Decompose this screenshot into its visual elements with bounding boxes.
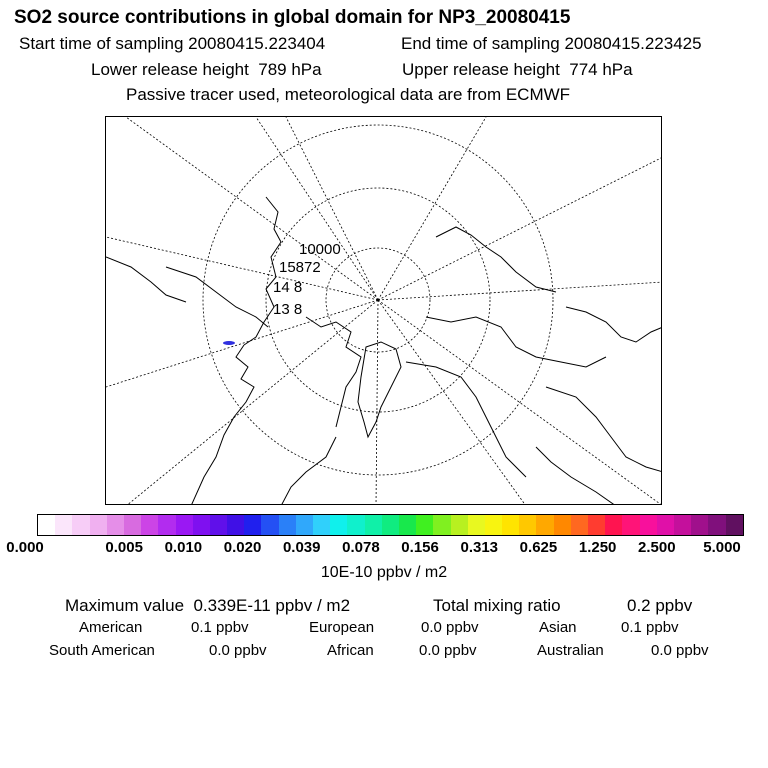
colorbar-segment	[193, 515, 210, 535]
colorbar-segment	[72, 515, 89, 535]
region-name: African	[327, 642, 374, 659]
coastline-na-east	[281, 437, 336, 505]
colorbar-tick-label: 0.313	[460, 539, 499, 556]
colorbar-segment	[622, 515, 639, 535]
total-mixing-ratio-label: Total mixing ratio	[433, 596, 561, 615]
colorbar-tick-label: 0.010	[164, 539, 203, 556]
region-value: 0.0 ppbv	[421, 619, 479, 636]
colorbar-tick-label: 0.625	[519, 539, 558, 556]
colorbar-segment	[313, 515, 330, 535]
coastline-asia-south	[546, 387, 662, 472]
colorbar-segment	[38, 515, 55, 535]
region-value: 0.1 ppbv	[621, 619, 679, 636]
colorbar-segment	[433, 515, 450, 535]
colorbar-segment	[554, 515, 571, 535]
data-source-note: Passive tracer used, meteorological data are from ECMWF	[126, 85, 571, 104]
meridian	[126, 117, 378, 300]
colorbar-segment	[536, 515, 553, 535]
colorbar-segment	[279, 515, 296, 535]
colorbar-segment	[227, 515, 244, 535]
coastline-kamchatka	[106, 257, 186, 302]
colorbar-segment	[176, 515, 193, 535]
total-mixing-ratio-value: 0.2 ppbv	[627, 596, 693, 615]
colorbar-segment	[588, 515, 605, 535]
colorbar-segment	[674, 515, 691, 535]
meridian	[126, 300, 378, 505]
coastlines	[106, 197, 662, 505]
map-title: SO2 source contributions in global domain for NP3_20080415	[14, 7, 571, 28]
trajectory-label: 14 8	[273, 279, 303, 296]
colorbar-segment	[210, 515, 227, 535]
colorbar-segment	[399, 515, 416, 535]
colorbar-segment	[90, 515, 107, 535]
coastline-greenland	[358, 342, 401, 437]
coastline-aleutian	[166, 267, 268, 327]
colorbar-tick-label: 5.000	[703, 539, 741, 556]
colorbar-segment	[330, 515, 347, 535]
coastline-europe	[406, 362, 526, 477]
maximum-value: Maximum value 0.339E-11 ppbv / m2	[65, 596, 351, 615]
region-value: 0.0 ppbv	[651, 642, 709, 659]
colorbar-tick-label: 1.250	[578, 539, 617, 556]
colorbar-segment	[605, 515, 622, 535]
region-name: Asian	[539, 619, 577, 636]
region-name: Australian	[537, 642, 604, 659]
colorbar-tick-label: 2.500	[638, 539, 676, 556]
colorbar-segment	[141, 515, 158, 535]
region-name: South American	[49, 642, 155, 659]
colorbar-segment	[708, 515, 725, 535]
end-sampling-time: End time of sampling 20080415.223425	[401, 34, 702, 53]
colorbar-segment	[502, 515, 519, 535]
colorbar-segment	[55, 515, 72, 535]
coastline-russia-north	[436, 227, 556, 292]
polar-map	[105, 116, 662, 505]
colorbar-segment	[691, 515, 708, 535]
source-contribution-blob	[223, 341, 235, 345]
colorbar-segment	[485, 515, 502, 535]
coastline-middle-east	[536, 447, 616, 505]
colorbar-tick-label: 0.000	[6, 539, 44, 556]
meridian	[106, 300, 378, 387]
colorbar-tick-label: 0.078	[342, 539, 380, 556]
colorbar-segment	[124, 515, 141, 535]
trajectory-label: 13 8	[273, 301, 303, 318]
colorbar-tick-label: 0.156	[401, 539, 439, 556]
colorbar-tick-label: 0.039	[282, 539, 321, 556]
colorbar-unit: 10E-10 ppbv / m2	[320, 564, 448, 581]
colorbar-tick-label: 0.005	[105, 539, 143, 556]
region-value: 0.0 ppbv	[419, 642, 477, 659]
graticule	[106, 117, 662, 505]
colorbar-segment	[451, 515, 468, 535]
colorbar-segment	[519, 515, 536, 535]
coastline-siberia	[426, 317, 606, 367]
colorbar	[37, 514, 744, 536]
colorbar-segment	[296, 515, 313, 535]
trajectory-label: 10000	[299, 241, 341, 258]
region-value: 0.0 ppbv	[209, 642, 267, 659]
colorbar-segment	[726, 515, 743, 535]
colorbar-segment	[244, 515, 261, 535]
region-name: American	[79, 619, 143, 636]
colorbar-tick-label: 0.020	[223, 539, 262, 556]
colorbar-segment	[657, 515, 674, 535]
coastline-east-asia	[566, 307, 662, 342]
polar-map-svg	[106, 117, 662, 505]
trajectory-label: 15872	[279, 259, 321, 276]
colorbar-segment	[382, 515, 399, 535]
coastline-na-west	[191, 345, 254, 505]
colorbar-segment	[468, 515, 485, 535]
colorbar-segment	[416, 515, 433, 535]
colorbar-segment	[261, 515, 278, 535]
meridian	[376, 300, 378, 505]
start-sampling-time: Start time of sampling 20080415.223404	[19, 34, 326, 53]
region-name: European	[309, 619, 375, 636]
colorbar-segment	[365, 515, 382, 535]
meridian	[378, 157, 662, 300]
colorbar-segment	[107, 515, 124, 535]
region-value: 0.1 ppbv	[191, 619, 249, 636]
coastline-canada-arctic	[306, 317, 361, 427]
colorbar-segment	[347, 515, 364, 535]
colorbar-segment	[571, 515, 588, 535]
upper-release-height: Upper release height 774 hPa	[402, 60, 633, 79]
lower-release-height: Lower release height 789 hPa	[91, 60, 322, 79]
colorbar-segment	[158, 515, 175, 535]
colorbar-segment	[640, 515, 657, 535]
meridian	[378, 282, 662, 300]
